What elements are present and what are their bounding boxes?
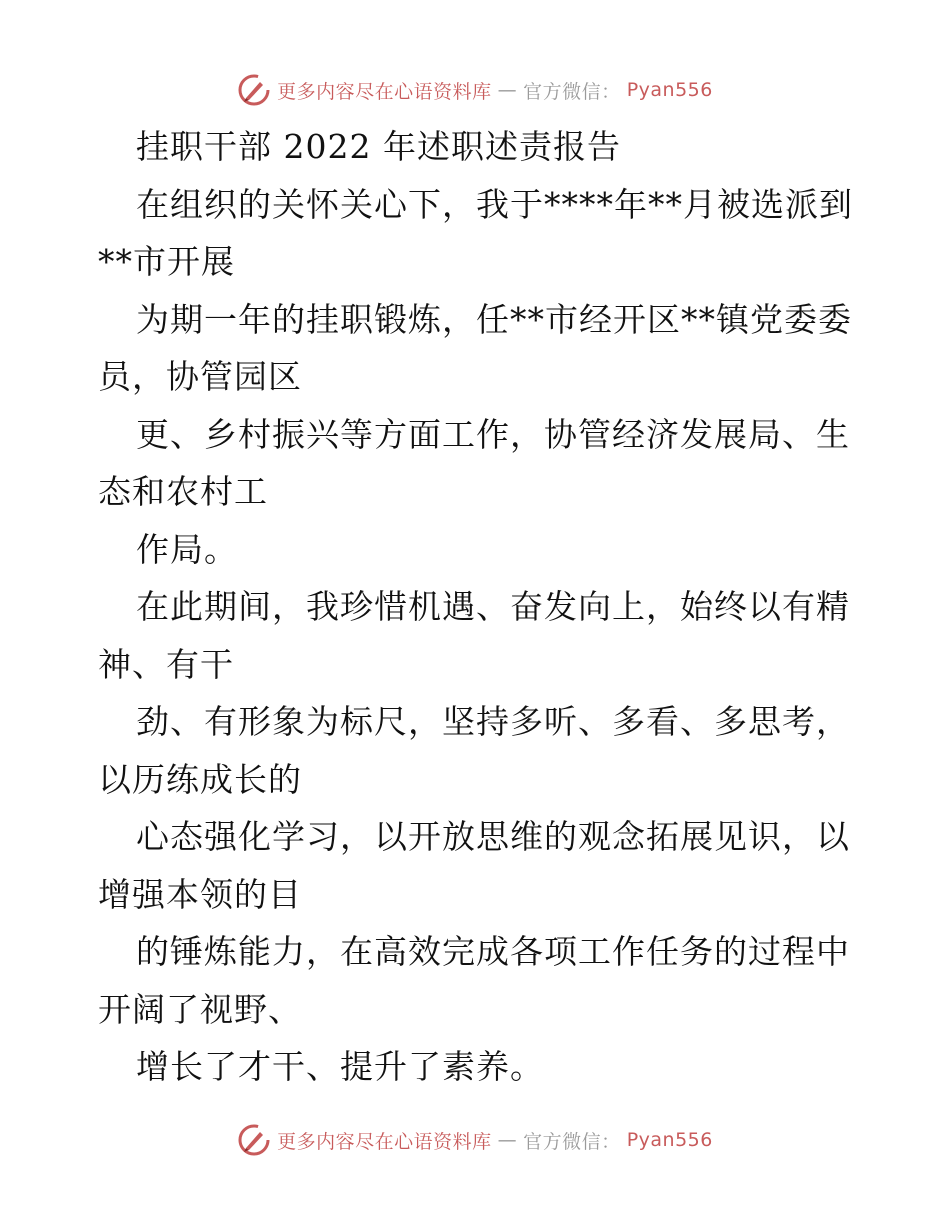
banner-wechat-label: 官方微信：: [523, 80, 621, 103]
document-line: 增长了才干、提升了素养。: [136, 1047, 544, 1086]
header-banner: [0, 70, 950, 110]
document-line: 在组织的关怀关心下，我于****年**月被选派到: [136, 184, 853, 224]
document-body: [98, 118, 858, 1096]
banner-dash: —: [497, 1129, 518, 1151]
document-line: 员，协管园区: [98, 357, 302, 396]
quill-pen-logo-icon: [237, 73, 271, 107]
document-line: 增强本领的目: [98, 874, 302, 914]
document-line: 在此期间，我珍惜机遇、奋发向上，始终以有精: [136, 587, 850, 626]
document-line: 为期一年的挂职锻炼，任**市经开区**镇党委委: [136, 299, 852, 339]
banner-slogan: 更多内容尽在心语资料库: [277, 1130, 492, 1153]
banner-slogan: 更多内容尽在心语资料库: [277, 80, 492, 103]
document-line: 的锤炼能力，在高效完成各项工作任务的过程中: [136, 932, 850, 971]
document-line: **市开展: [98, 242, 235, 281]
document-line: 更、乡村振兴等方面工作，协管经济发展局、生: [136, 414, 850, 454]
document-line: 作局。: [136, 529, 238, 569]
document-line: 心态强化学习，以开放思维的观念拓展见识，以: [136, 817, 850, 856]
banner-wechat-id: Pyan556: [626, 79, 713, 101]
quill-pen-logo-icon: [237, 1123, 271, 1157]
banner-wechat-label: 官方微信：: [523, 1130, 621, 1153]
document-line: 开阔了视野、: [98, 989, 302, 1029]
footer-banner: [0, 1120, 950, 1160]
document-title: 挂职干部 2022 年述职述责报告: [136, 127, 621, 166]
document-line: 以历练成长的: [98, 759, 302, 799]
document-line: 神、有干: [98, 644, 234, 684]
document-line: 劲、有形象为标尺，坚持多听、多看、多思考，: [136, 702, 850, 741]
banner-wechat-id: Pyan556: [626, 1129, 713, 1151]
document-line: 态和农村工: [98, 472, 268, 511]
banner-dash: —: [497, 79, 518, 101]
